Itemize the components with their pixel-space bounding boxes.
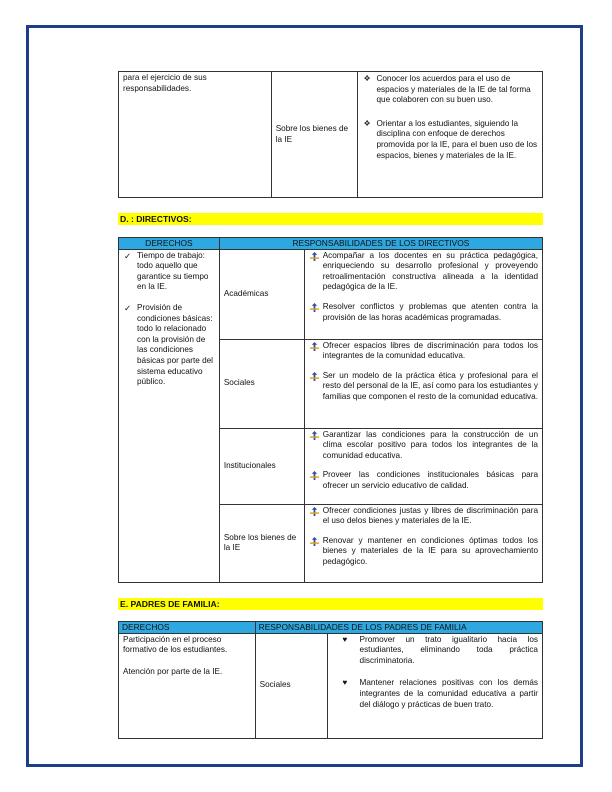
continuation-category: Sobre los bienes de la IE: [275, 123, 349, 144]
directivos-items-list: [309, 430, 538, 492]
directivos-items-cell: [304, 504, 542, 582]
continuation-left-cell: [119, 72, 272, 198]
directivos-items-list: [309, 251, 538, 324]
diamond-bullet-icon: ❖: [363, 74, 371, 83]
continuation-left-text: para el ejercicio de sus responsabilidades.: [123, 73, 207, 93]
padres-items-cell: [327, 633, 542, 738]
arrow-bullet-icon: [310, 342, 319, 351]
list-item: Garantizar las condiciones para la construcción de un clima escolar positivo para todos los integrantes de la comunidad educativa.: [309, 430, 538, 462]
list-item: ✓ Tiempo de trabajo: todo aquello que garantice su tiempo en la IE.: [124, 250, 209, 292]
list-item: ✓ Provisión de condiciones básicas: todo lo relacionado con la provisión de las condiciones básicas por parte del sistema educativo público.: [124, 302, 214, 387]
directivos-items-cell: [304, 339, 542, 428]
check-icon: ✓: [124, 250, 132, 261]
continuation-bullet-list: [362, 74, 538, 161]
heart-bullet-icon: ♥: [342, 678, 348, 688]
continuation-bullets-cell: [358, 72, 543, 198]
directivos-category-academicas: Académicas: [219, 249, 304, 339]
arrow-bullet-icon: [310, 507, 319, 516]
list-item: Ofrecer espacios libres de discriminación para todos los integrantes de la comunidad educativa.: [309, 341, 538, 362]
directivos-table: [118, 237, 543, 583]
list-item: Ofrecer condiciones justas y libres de discriminación para el uso delos bienes y materiales de la IE.: [309, 506, 538, 527]
directivos-items-list: [309, 506, 538, 568]
directivos-items-cell: [304, 249, 542, 339]
arrow-bullet-icon: [310, 372, 319, 381]
arrow-bullet-icon: [310, 252, 319, 261]
padres-items-list: [342, 635, 538, 711]
directivos-items-list: [309, 341, 538, 403]
directivos-rights-cell: [119, 249, 220, 582]
directivos-category-institucionales: Institucionales: [219, 428, 304, 504]
section-d-title: D. : DIRECTIVOS:: [118, 213, 543, 225]
directivos-category-sociales: Sociales: [219, 339, 304, 428]
arrow-bullet-icon: [310, 471, 319, 480]
list-item: ❖ Orientar a los estudiantes, siguiendo la disciplina con enfoque de derechos promovida por la IE, para el buen uso de los espacios, bienes y materiales de la IE.: [363, 118, 538, 160]
list-item: ♥ Promover un trato igualitario hacia los estudiantes, eliminando toda práctica discriminatoria.: [342, 634, 538, 665]
padres-rights-header: DERECHOS: [119, 622, 256, 634]
list-item: Resolver conflictos y problemas que atenten contra la provisión de las horas académicas programadas.: [309, 302, 538, 323]
section-e-title: E. PADRES DE FAMILIA:: [118, 598, 543, 610]
directivos-category-bienes: Sobre los bienes de la IE: [219, 504, 304, 582]
list-item: Ser un modelo de la práctica ética y profesional para el resto del personal de la IE, así como para los estudiantes y familias que componen el resto de la comunidad educativa.: [309, 371, 538, 403]
directivos-rights-header: DERECHOS: [119, 238, 220, 250]
list-item: Proveer las condiciones institucionales básicas para ofrecer un servicio educativo de calidad.: [309, 470, 538, 491]
check-icon: ✓: [124, 302, 132, 313]
padres-resp-header: RESPONSABILIDADES DE LOS PADRES DE FAMILIA: [255, 622, 542, 634]
continuation-table: [118, 71, 543, 198]
directivos-rights-list: [123, 251, 215, 388]
continuation-category-cell: [271, 72, 358, 198]
directivos-resp-header: RESPONSABILIDADES DE LOS DIRECTIVOS: [219, 238, 542, 250]
padres-rights-cell: [119, 633, 256, 738]
diamond-bullet-icon: ❖: [363, 118, 371, 128]
list-item: ❖ Conocer los acuerdos para el uso de espacios y materiales de la IE de tal forma que colaboren con su buen uso.: [363, 74, 531, 105]
arrow-bullet-icon: [310, 303, 319, 312]
arrow-bullet-icon: [310, 431, 319, 440]
padres-right-item: Participación en el proceso formativo de los estudiantes.: [123, 634, 228, 655]
heart-bullet-icon: ♥: [342, 634, 348, 644]
list-item: Acompañar a los docentes en su práctica pedagógica, enriqueciendo su desarrollo profesional y proveyendo retroalimentación constructiva alineada a la identidad pedagógica de la IE.: [309, 251, 538, 293]
list-item: ♥ Mantener relaciones positivas con los demás integrantes de la comunidad educativa a partir del diálogo y prácticas de buen trato.: [342, 678, 538, 709]
directivos-items-cell: [304, 428, 542, 504]
padres-right-item: Atención por parte de la IE.: [123, 666, 223, 676]
list-item: Renovar y mantener en condiciones óptimas todos los bienes y materiales de la IE para su aprovechamiento pedagógico.: [309, 536, 538, 568]
padres-category-sociales: Sociales: [255, 633, 327, 738]
padres-table: [118, 621, 543, 739]
arrow-bullet-icon: [310, 537, 319, 546]
